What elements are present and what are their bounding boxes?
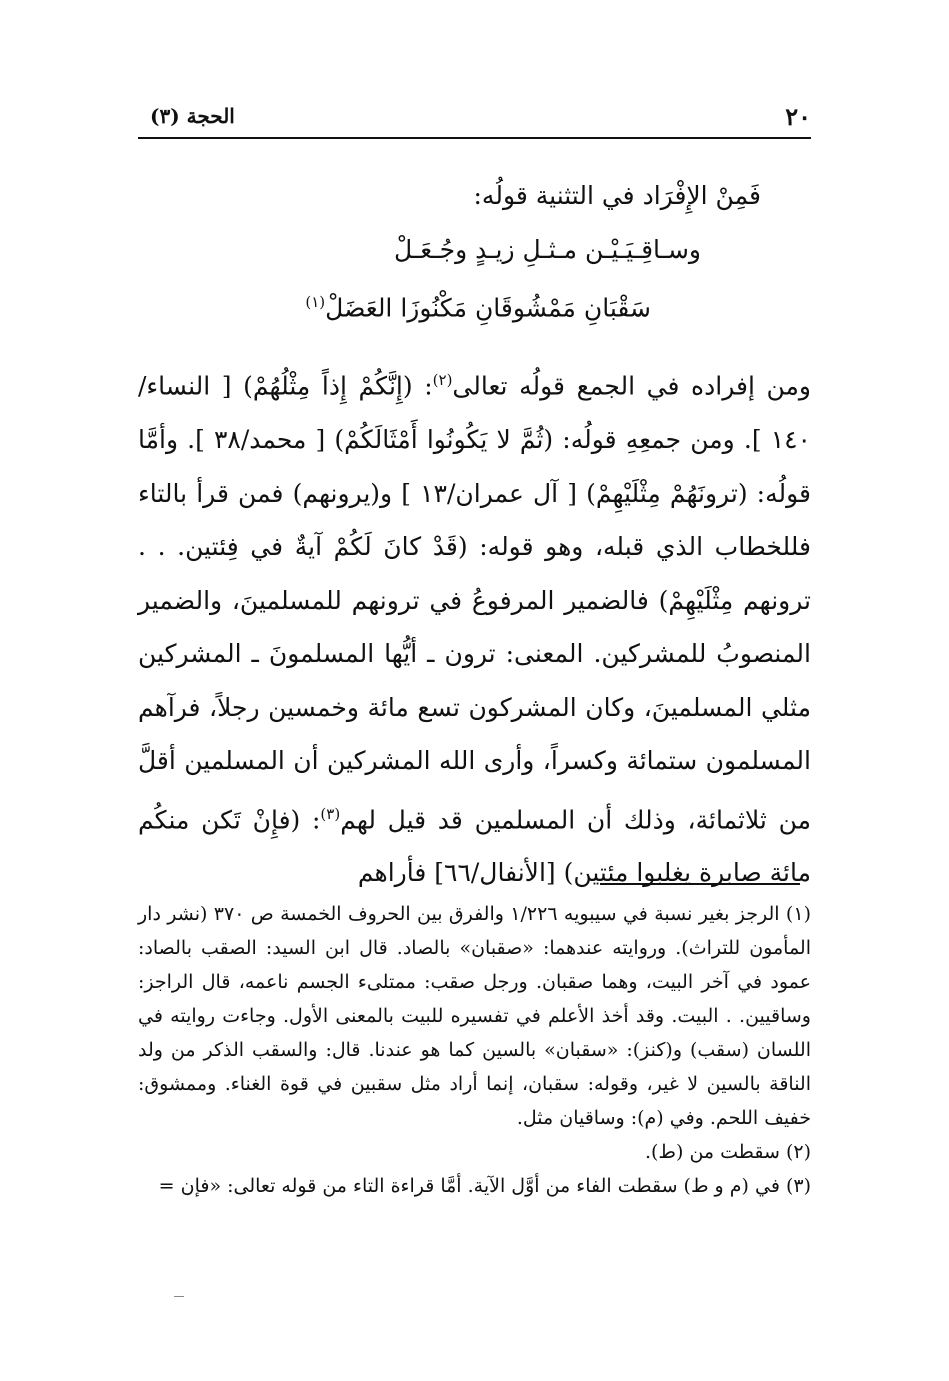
intro-line: فَمِنْ الإِفْرَاد في التثنية قولُه:	[473, 181, 761, 210]
paragraph-part-1: ومن إفراده في الجمع قولُه تعالى	[452, 371, 811, 401]
footnote-2: (٢) سقطت من (ط).	[644, 1141, 811, 1163]
page-number: ٢٠	[785, 102, 811, 131]
main-text	[138, 168, 811, 900]
paragraph-part-3: : (فإِنْ تَكن منكُم مائة صابرة يغلبوا مئتين) [الأنفال/٦٦] فأراهم	[138, 804, 811, 888]
footnote-ref-2: (٢)	[432, 371, 453, 390]
header-rule	[138, 137, 811, 139]
verse-line-1: وسـاقِـيَـيْـن مـثـلِ زيـدٍ وجُـعَـلْ	[393, 235, 701, 264]
verse-line-2-text: سَقْبَانِ مَمْشُوقَانِ مَكْنُوزَا العَضَلْ	[325, 293, 651, 323]
footnote-ref-3: (٣)	[320, 804, 341, 823]
paragraph-part-2: : (إِنَّكُمْ إِذاً مِثْلُهُمْ) [ النساء/١٤٠ ]. ومن جمعِهِ قولُه: (ثُمَّ لا يَكُونُوا أَمْثَالَكُمْ) [ محمد/٣٨ ]. وأمَّا قولُه: (ترونَهُمْ مِثْلَيْهِمْ) [ آل عمران/١٣ ] و(يرونهم) فمن قرأ بالتاء فللخطاب الذي قبله، وهو قوله: (قَدْ كانَ لَكُمْ آيةٌ في فِئتين. . . ترونهم مِثْلَيْهِمْ) فالضمير المرفوعُ في ترونهم للمسلمينَ، والضمير المنصوبُ للمشركين. المعنى: ترون ـ أيُّها المسلمونَ ـ المشركين مثلي المسلمينَ، وكان المشركون تسع مائة وخمسين رجلاً، فرآهم المسلمون ستمائة وكسراً، وأرى الله المشركين أن المسلمين أقلَّ من ثلاثمائة، وذلك أن المسلمين قد قيل لهم	[138, 371, 811, 834]
running-title: الحجة (٣)	[150, 104, 235, 128]
footnote-3: (٣) في (م و ط) سقطت الفاء من أوَّل الآية. أمَّا قراءة التاء من قوله تعالى: «فإن =	[158, 1175, 811, 1197]
footnote-separator	[600, 883, 800, 885]
footnotes	[138, 897, 811, 1203]
scan-mark	[174, 1296, 184, 1297]
footnote-1: (١) الرجز بغير نسبة في سيبويه ١/٢٢٦ والفرق بين الحروف الخمسة ص ٣٧٠ (نشر دار المأمون للتراث). وروايته عندهما: «صقبان» بالصاد. قال ابن السيد: الصقب بالصاد: عمود في آخر البيت، وهما صقبان. ورجل صقب: ممتلىء الجسم ناعمه، قال الراجز: وساقيين. . البيت. وقد أخذ الأعلم في تفسيره للبيت بالمعنى الأول. وجاءت روايته في اللسان (سقب) و(كنز): «سقبان» بالسين كما هو عندنا. قال: والسقب الذكر من ولد الناقة بالسين لا غير، وقوله: سقبان، إنما أراد مثل سقبين في قوة الغناء. وممشوق: خفيف اللحم. وفي (م): وساقيان مثل.	[138, 903, 811, 1129]
footnote-ref-1: (١)	[305, 293, 326, 311]
page-header	[138, 102, 811, 142]
verse-line-2	[138, 276, 651, 334]
main-paragraph	[138, 354, 811, 900]
